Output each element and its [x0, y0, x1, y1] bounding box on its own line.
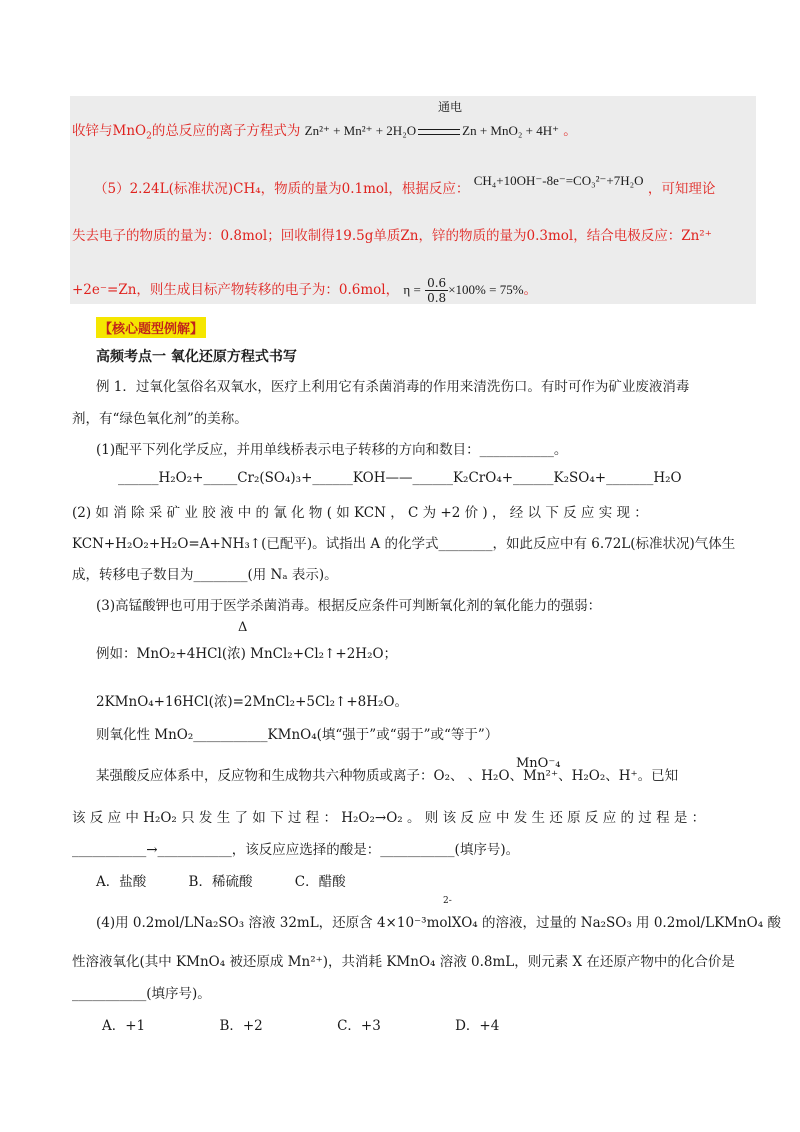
equals-sign: [418, 129, 460, 135]
ex1-paragraph-1: 例 1．过氧化氢俗名双氧水，医疗上利用它有杀菌消毒的作用来清洗伤口。有时可作为矿业废液消毒: [96, 379, 690, 395]
ex1-question-1-equation: ______H₂O₂+_____Cr₂(SO₄)₃+______KOH——______K₂CrO₄+______K₂SO₄+_______H₂O: [118, 470, 682, 486]
answer-line-1-end: 。: [563, 123, 577, 139]
electrode-equation: CH₄+10OH⁻-8e⁻=CO₃²⁻+7H₂O: [473, 173, 644, 188]
option-a: A．+1: [102, 1018, 146, 1034]
option-b: B．+2: [219, 1018, 263, 1034]
ex1-question-3-e: 某强酸反应体系中，反应物和生成物共六种物质或离子：O₂、 、H₂O、Mn²⁺、H₂O₂、H⁺。已知: [96, 768, 679, 784]
answer-line-1: [72, 122, 577, 140]
option-c: C．+3: [337, 1018, 381, 1034]
efficiency-fraction: [425, 276, 448, 305]
ionic-equation-right: Zn + MnO₂ + 4H⁺: [462, 123, 559, 138]
answer-line-2-text: （5）2.24L(标准状况)CH₄，物质的量为0.1mol，根据反应：: [94, 181, 470, 197]
answer-line-2-end: ，可知理论: [647, 181, 716, 197]
heating-condition: Δ: [238, 620, 248, 635]
ex1-question-3-c: 2KMnO₄+16HCl(浓)=2MnCl₂+5Cl₂↑+8H₂O。: [96, 694, 409, 710]
answer-line-3: 失去电子的物质的量为：0.8mol；回收制得19.5g单质Zn，锌的物质的量为0.3mol，结合电极反应：Zn²⁺: [72, 228, 712, 244]
answer-line-4-text: +2e⁻=Zn，则生成目标产物转移的电子为：0.6mol，: [72, 282, 400, 298]
answer-line-4: [72, 276, 537, 305]
ex1-question-3-options: [96, 873, 346, 891]
ex1-question-4-b: 性溶液氧化(其中 KMnO₄ 被还原成 Mn²⁺)，共消耗 KMnO₄ 溶液 0.8mL，则元素 X 在还原产物中的化合价是: [72, 954, 735, 970]
ex1-question-1: (1)配平下列化学反应，并用单线桥表示电子转移的方向和数目：___________。: [96, 442, 568, 458]
topic-heading: 高频考点一 氧化还原方程式书写: [96, 349, 297, 365]
xo4-charge: 2-: [443, 896, 452, 906]
option-a: A．盐酸: [96, 874, 147, 890]
option-b: B．稀硫酸: [188, 874, 253, 890]
fraction-numerator: 0.6: [427, 276, 447, 290]
ex1-question-2-b: KCN+H₂O₂+H₂O=A+NH₃↑(已配平)。试指出 A 的化学式________，如此反应中有 6.72L(标准状况)气体生: [72, 536, 736, 552]
answer-line-1-sub: 2: [146, 131, 152, 142]
efficiency-symbol: η =: [403, 282, 421, 297]
ex1-question-3-a: (3)高锰酸钾也可用于医学杀菌消毒。根据反应条件可判断氧化剂的氧化能力的强弱：: [96, 598, 602, 614]
section-tag: 【核心题型例解】: [96, 317, 206, 338]
ex1-question-3-f: 该 反 应 中 H₂O₂ 只 发 生 了 如 下 过 程 ： H₂O₂→O₂ 。 则 该 反 应 中 发 生 还 原 反 应 的 过 程 是 ：: [72, 810, 706, 826]
ex1-question-2-c: 成，转移电子数目为________(用 Nₐ 表示)。: [72, 567, 338, 583]
answer-line-2: [94, 173, 716, 198]
fraction-denominator: 0.8: [427, 291, 447, 305]
efficiency-result: ×100% = 75%: [448, 282, 524, 297]
option-c: C．醋酸: [294, 874, 346, 890]
answer-line-1-text: 收锌与MnO: [72, 123, 147, 139]
ionic-equation-left: Zn²⁺ + Mn²⁺ + 2H₂O: [304, 123, 417, 138]
ex1-question-4-a: (4)用 0.2mol/LNa₂SO₃ 溶液 32mL，还原含 4×10⁻³molXO₄ 的溶液，过量的 Na₂SO₃ 用 0.2mol/LKMnO₄ 酸: [96, 915, 781, 931]
ex1-question-4-c: ___________(填序号)。: [72, 986, 211, 1002]
answer-line-1-text2: 的总反应的离子方程式为: [151, 123, 301, 139]
ex1-question-3-g: ___________→___________，该反应应选择的酸是：___________(填序号)。: [72, 842, 520, 858]
ex1-question-3-b: 例如：MnO₂+4HCl(浓) MnCl₂+Cl₂↑+2H₂O；: [96, 646, 398, 662]
permanganate-ion: MnO⁻₄: [516, 756, 561, 771]
ex1-paragraph-2: 剂，有“绿色氧化剂”的美称。: [72, 411, 248, 427]
ex1-question-3-d: 则氧化性 MnO₂___________KMnO₄(填“强于”或“弱于”或“等于”）: [96, 727, 499, 743]
answer-line-4-end: 。: [523, 282, 538, 298]
ex1-question-2-a: (2) 如 消 除 采 矿 业 胶 液 中 的 氰 化 物 ( 如 KCN ， C 为 +2 价 ) ， 经 以 下 反 应 实 现 ：: [72, 505, 648, 521]
option-d: D．+4: [455, 1018, 500, 1034]
electrolysis-condition: 通电: [438, 100, 463, 114]
ex1-question-4-options: [102, 1017, 499, 1035]
